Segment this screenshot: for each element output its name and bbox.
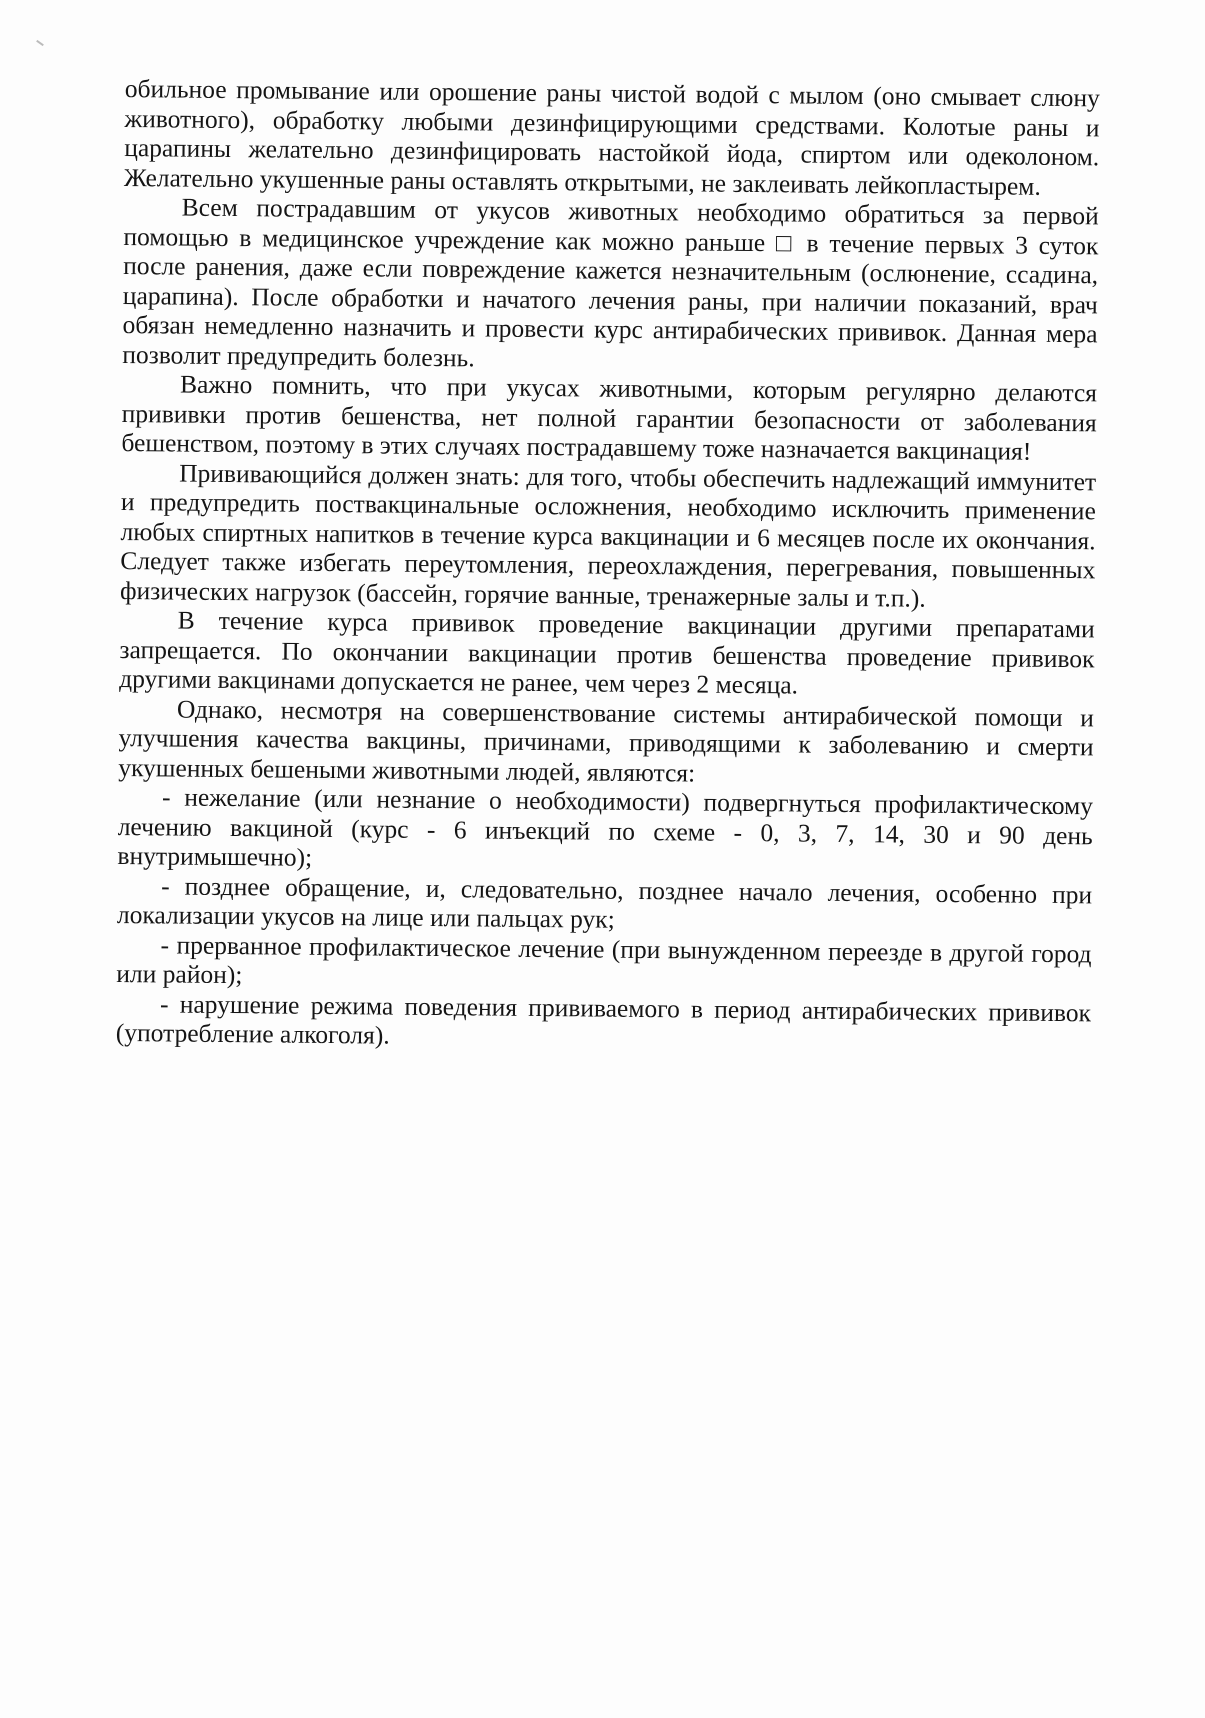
paragraph-causes-intro: Однако, несмотря на совершенствование системы антирабической помощи и улучшения качества вакцины, причинами, приводящими к заболеванию и смерти укушенных бешеными животными людей, являются: [118, 694, 1095, 788]
paragraph-vaccinee-rules: Прививающийся должен знать: для того, чтобы обеспечить надлежащий иммунитет и предупредить поствакцинальные осложнения, необходимо исключить применение любых спиртных напитков в течение курса вакцинации и 6 месяцев после их окончания. Следует также избегать переутомления, переохлаждения, перегревания, повышенных физических нагрузок (бассейн, горячие ванные, тренажерные залы и т.п.). [119, 458, 1097, 613]
list-item: - нежелание (или незнание о необходимости) подвергнуться профилактическому лечению вакциной (курс - 6 инъекций по схеме - 0, 3, 7, 14, 30 и 90 день внутримышечно); [117, 782, 1094, 872]
paragraph-wound-treatment: обильное промывание или орошение раны чистой водой с мылом (оно смывает слюну животного), обработку любыми дезинфицирующими средствами. Колотые раны и царапины желательно дезинфицировать настойкой йода, спиртом или одеколоном. Желательно укушенные раны оставлять открытыми, не заклеивать лейкопластырем. [123, 74, 1100, 201]
paragraph-vaccinated-animals: Важно помнить, что при укусах животными, которым регулярно делаются прививки против бешенства, нет полной гарантии безопасности от заболевания бешенством, поэтому в этих случаях пострадавшему тоже назначается вакцинация! [121, 369, 1098, 466]
list-item: - прерванное профилактическое лечение (при вынужденном переезде в другой город или район); [116, 929, 1092, 990]
list-item: - нарушение режима поведения прививаемого в период антирабических прививок (употребление алкоголя). [115, 988, 1092, 1050]
paragraph-other-vaccines: В течение курса прививок проведение вакцинации другими препаратами запрещается. По окончании вакцинации против бешенства проведение прививок другими вакцинами допускается не ранее, чем через 2 месяца. [119, 605, 1095, 700]
list-item: - позднее обращение, и, следовательно, позднее начало лечения, особенно при локализации укусов на лице или пальцах рук; [116, 870, 1093, 934]
scan-mark [36, 40, 44, 46]
paragraph-first-aid: Всем пострадавшим от укусов животных необходимо обратиться за первой помощью в медицинское учреждение как можно раньше □ в течение первых 3 суток после ранения, даже если повреждение кажется незначительным (ослюнение, ссадина, царапина). После обработки и начатого лечения раны, при наличии показаний, врач обязан немедленно назначить и провести курс антирабических прививок. Данная мера позволит предупредить болезнь. [122, 192, 1099, 372]
document-body [116, 74, 1100, 1057]
